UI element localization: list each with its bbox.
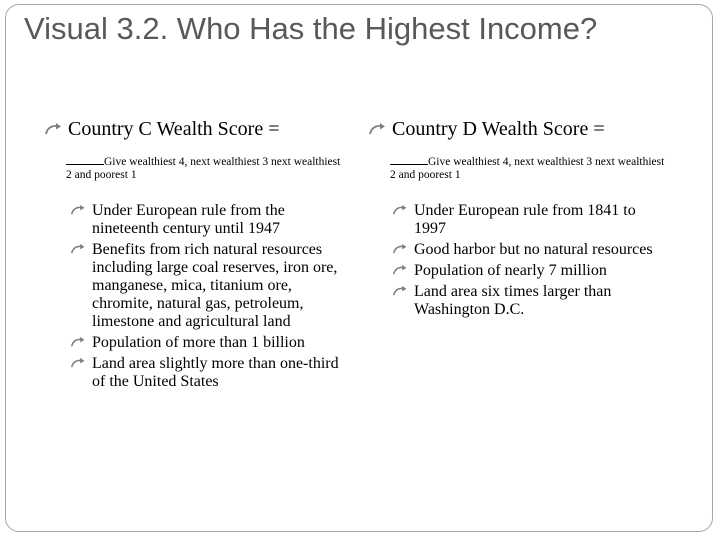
country-d-instruction (390, 154, 668, 182)
score-blank-line (66, 154, 104, 165)
country-d-instruction-text: Give wealthiest 4, next wealthiest 3 next wealthiest 2 and poorest 1 (390, 156, 665, 181)
list-item-text: Under European rule from the nineteenth century until 1947 (92, 202, 285, 237)
curved-arrow-bullet-icon (70, 357, 87, 369)
country-d-bullet-list (368, 202, 668, 319)
curved-arrow-bullet-icon (70, 336, 87, 348)
list-item (368, 262, 668, 280)
curved-arrow-bullet-icon (368, 122, 388, 136)
country-d-heading (368, 117, 668, 141)
curved-arrow-bullet-icon (392, 285, 409, 297)
list-item-text: Population of more than 1 billion (92, 334, 305, 351)
list-item-text: Land area slightly more than one-third of the United States (92, 355, 339, 390)
country-c-bullet-list (44, 202, 344, 391)
slide (5, 4, 713, 532)
slide-title: Visual 3.2. Who Has the Highest Income? (24, 11, 598, 46)
country-d-heading-text: Country D Wealth Score = (392, 118, 605, 140)
list-item (44, 202, 344, 238)
curved-arrow-bullet-icon (392, 204, 409, 216)
list-item (44, 334, 344, 352)
curved-arrow-bullet-icon (70, 204, 87, 216)
country-c-heading (44, 117, 344, 141)
list-item-text: Benefits from rich natural resources including large coal reserves, iron ore, manganese, mica, titanium ore, chromite, natural gas, petroleum, limestone and agricultural land (92, 241, 338, 330)
country-d-column (368, 117, 668, 322)
list-item-text: Population of nearly 7 million (414, 262, 607, 279)
country-c-column (44, 117, 344, 394)
list-item (44, 355, 344, 391)
curved-arrow-bullet-icon (392, 243, 409, 255)
curved-arrow-bullet-icon (70, 243, 87, 255)
score-blank-line (390, 154, 428, 165)
list-item-text: Under European rule from 1841 to 1997 (414, 202, 636, 237)
list-item (368, 283, 668, 319)
list-item (368, 202, 668, 238)
country-c-instruction-text: Give wealthiest 4, next wealthiest 3 next wealthiest 2 and poorest 1 (66, 156, 341, 181)
curved-arrow-bullet-icon (44, 122, 64, 136)
list-item (368, 241, 668, 259)
country-c-instruction (66, 154, 344, 182)
country-c-heading-text: Country C Wealth Score = (68, 118, 280, 140)
list-item (44, 241, 344, 331)
list-item-text: Good harbor but no natural resources (414, 241, 653, 258)
list-item-text: Land area six times larger than Washington D.C. (414, 283, 612, 318)
curved-arrow-bullet-icon (392, 264, 409, 276)
